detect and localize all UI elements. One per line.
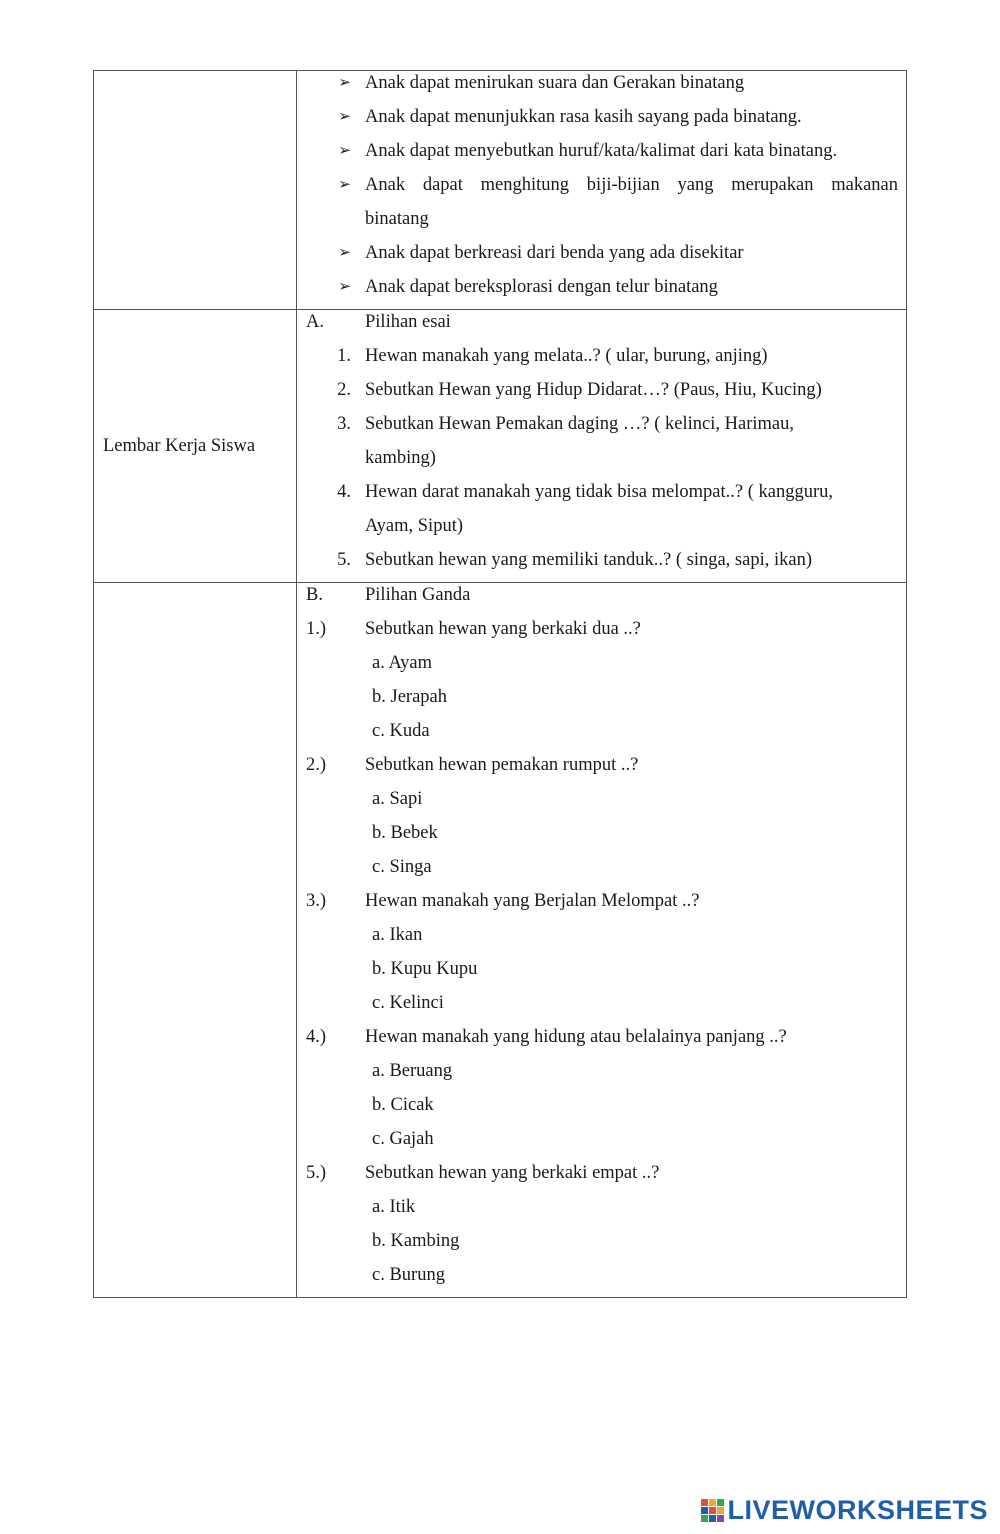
objectives-label-cell bbox=[94, 71, 297, 310]
objective-item: ➢ Anak dapat menyebutkan huruf/kata/kalimat dari kata binatang. bbox=[297, 139, 906, 173]
mc-heading: B. Pilihan Ganda bbox=[306, 585, 471, 605]
essay-question-continuation: kambing) bbox=[365, 448, 436, 468]
mc-label-cell bbox=[94, 583, 297, 1298]
mc-option: a. Itik bbox=[372, 1197, 416, 1217]
objective-item: ➢ Anak dapat berkreasi dari benda yang ada disekitar bbox=[297, 241, 906, 275]
lesson-table bbox=[93, 70, 907, 1298]
mc-option: b. Kupu Kupu bbox=[372, 959, 478, 979]
objective-item: ➢ Anak dapat menghitung biji-bijian yang merupakan makanan bbox=[297, 173, 906, 207]
objectives-row bbox=[94, 71, 907, 310]
mc-question: 4.) Hewan manakah yang hidung atau belalainya panjang ..? bbox=[306, 1027, 787, 1047]
objective-item-continuation: binatang bbox=[365, 209, 429, 229]
logo-grid-icon bbox=[701, 1499, 724, 1522]
liveworksheets-logo bbox=[701, 1496, 988, 1524]
essay-question: 1. Hewan manakah yang melata..? ( ular, burung, anjing) bbox=[337, 346, 768, 366]
mc-option: c. Burung bbox=[372, 1265, 445, 1285]
mc-option: b. Cicak bbox=[372, 1095, 434, 1115]
mc-question: 5.) Sebutkan hewan yang berkaki empat ..? bbox=[306, 1163, 660, 1183]
mc-option: c. Singa bbox=[372, 857, 432, 877]
essay-question: 4. Hewan darat manakah yang tidak bisa melompat..? ( kangguru, bbox=[337, 482, 833, 502]
objective-item: ➢ Anak dapat menirukan suara dan Gerakan binatang bbox=[297, 71, 906, 105]
mc-option: b. Jerapah bbox=[372, 687, 447, 707]
objectives-cell bbox=[297, 71, 907, 310]
essay-heading: A. Pilihan esai bbox=[306, 312, 451, 332]
arrow-bullet-icon: ➢ bbox=[338, 109, 351, 125]
mc-question: 3.) Hewan manakah yang Berjalan Melompat ..? bbox=[306, 891, 700, 911]
essay-cell bbox=[297, 310, 907, 583]
mc-option: a. Ayam bbox=[372, 653, 432, 673]
mc-option: c. Kelinci bbox=[372, 993, 444, 1013]
essay-question-continuation: Ayam, Siput) bbox=[365, 516, 463, 536]
mc-option: a. Ikan bbox=[372, 925, 423, 945]
mc-question: 2.) Sebutkan hewan pemakan rumput ..? bbox=[306, 755, 639, 775]
logo-text: LIVEWORKSHEETS bbox=[727, 1494, 988, 1525]
essay-question: 2. Sebutkan Hewan yang Hidup Didarat…? (Paus, Hiu, Kucing) bbox=[337, 380, 822, 400]
essay-row bbox=[94, 310, 907, 583]
mc-option: a. Sapi bbox=[372, 789, 423, 809]
arrow-bullet-icon: ➢ bbox=[338, 177, 351, 193]
essay-question: 3. Sebutkan Hewan Pemakan daging …? ( kelinci, Harimau, bbox=[337, 414, 794, 434]
mc-option: c. Gajah bbox=[372, 1129, 434, 1149]
arrow-bullet-icon: ➢ bbox=[338, 143, 351, 159]
objective-item: ➢ Anak dapat menunjukkan rasa kasih sayang pada binatang. bbox=[297, 105, 906, 139]
mc-row bbox=[94, 583, 907, 1298]
arrow-bullet-icon: ➢ bbox=[338, 75, 351, 91]
essay-question: 5. Sebutkan hewan yang memiliki tanduk..? ( singa, sapi, ikan) bbox=[337, 550, 812, 570]
mc-option: b. Bebek bbox=[372, 823, 438, 843]
mc-option: b. Kambing bbox=[372, 1231, 460, 1251]
mc-cell bbox=[297, 583, 907, 1298]
arrow-bullet-icon: ➢ bbox=[338, 279, 351, 295]
mc-question: 1.) Sebutkan hewan yang berkaki dua ..? bbox=[306, 619, 641, 639]
objective-item: ➢ Anak dapat bereksplorasi dengan telur binatang bbox=[297, 275, 906, 309]
worksheet-label: Lembar Kerja Siswa bbox=[94, 310, 297, 583]
arrow-bullet-icon: ➢ bbox=[338, 245, 351, 261]
mc-option: a. Beruang bbox=[372, 1061, 453, 1081]
mc-option: c. Kuda bbox=[372, 721, 430, 741]
